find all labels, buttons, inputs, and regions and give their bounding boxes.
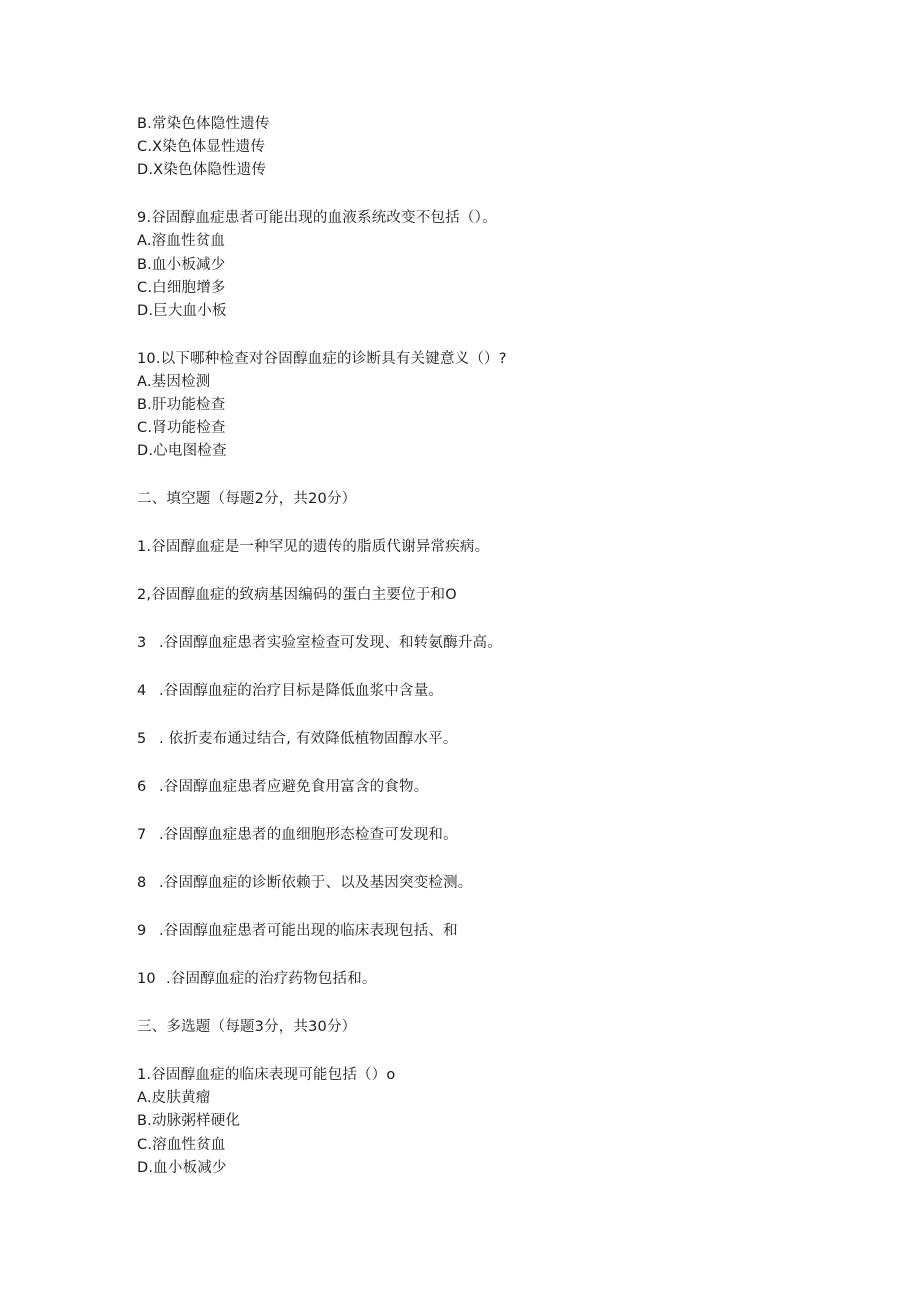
q9-option-b: B.血小板减少	[137, 256, 226, 273]
fill-item-text: 1.谷固醇血症是一种罕见的遗传的脂质代谢异常疾病。	[137, 539, 490, 556]
fill-item-text: .谷固醇血症患者应避免食用富含的食物。	[159, 779, 429, 796]
fill-item-2	[137, 584, 837, 607]
q10-option-c: C.肾功能检查	[137, 420, 226, 437]
fill-item-9	[137, 920, 837, 943]
fill-item-text: . 依折麦布通过结合, 有效降低植物固醇水平。	[159, 731, 458, 748]
fill-item-text: .谷固醇血症患者可能出现的临床表现包括、和	[159, 923, 458, 940]
q9-stem: 9.谷固醇血症患者可能出现的血液系统改变不包括（）。	[137, 210, 497, 227]
fill-item-text: 2,谷固醇血症的致病基因编码的蛋白主要位于和O	[137, 587, 457, 604]
q9-option-d: D.巨大血小板	[137, 302, 227, 319]
fill-item-8	[137, 872, 837, 895]
q9-option-a: A.溶血性贫血	[137, 233, 226, 250]
question-10	[137, 348, 837, 464]
fill-item-text: .谷固醇血症患者实验室检查可发现、和转氨酶升高。	[159, 635, 502, 652]
fill-item-number: 9	[137, 923, 147, 940]
section-2-title: 二、填空题（每题2分，共20分）	[137, 491, 357, 508]
fill-item-text: .谷固醇血症的诊断依赖于、以及基因突变检测。	[159, 875, 473, 892]
q10-option-a: A.基因检测	[137, 373, 211, 390]
fill-item-number: 3	[137, 635, 147, 652]
q8-option-d: D.X染色体隐性遗传	[137, 162, 267, 179]
q8-options	[137, 113, 837, 183]
fill-item-text: .谷固醇血症的治疗目标是降低血浆中含量。	[159, 683, 444, 700]
question-9	[137, 207, 837, 323]
fill-item-number: 6	[137, 779, 147, 796]
q10-stem: 10.以下哪种检查对谷固醇血症的诊断具有关键意义（）?	[137, 350, 507, 367]
fill-item-number: 7	[137, 827, 147, 844]
fill-item-number: 4	[137, 683, 147, 700]
s3-q1-option-d: D.血小板减少	[137, 1159, 227, 1176]
fill-item-text: .谷固醇血症的治疗药物包括和。	[166, 971, 377, 988]
fill-item-4	[137, 680, 837, 703]
q10-option-d: D.心电图检查	[137, 443, 227, 460]
s3-q1-option-b: B.动脉粥样硬化	[137, 1113, 241, 1130]
fill-item-number: 10	[137, 971, 156, 988]
fill-item-3	[137, 632, 837, 655]
fill-item-7	[137, 824, 837, 847]
q8-option-c: C.X染色体显性遗传	[137, 139, 266, 156]
fill-item-5	[137, 728, 837, 751]
section-3-title: 三、多选题（每题3分，共30分）	[137, 1019, 357, 1036]
s3-q1-option-c: C.溶血性贫血	[137, 1136, 226, 1153]
q9-option-c: C.白细胞增多	[137, 279, 226, 296]
s3-q1-option-a: A.皮肤黄瘤	[137, 1090, 211, 1107]
fill-item-number: 5	[137, 731, 147, 748]
s3-q1-stem: 1.谷固醇血症的临床表现可能包括（）o	[137, 1067, 396, 1084]
document-page	[137, 113, 837, 1180]
fill-item-number: 8	[137, 875, 147, 892]
section-3-multiple-choice	[137, 1016, 837, 1180]
section-2-fill-in-blank	[137, 488, 837, 991]
fill-item-1	[137, 536, 837, 559]
fill-item-6	[137, 776, 837, 799]
q8-option-b: B.常染色体隐性遗传	[137, 116, 270, 132]
q10-option-b: B.肝功能检查	[137, 397, 226, 414]
fill-item-text: .谷固醇血症患者的血细胞形态检查可发现和。	[159, 827, 458, 844]
fill-item-10	[137, 968, 837, 991]
